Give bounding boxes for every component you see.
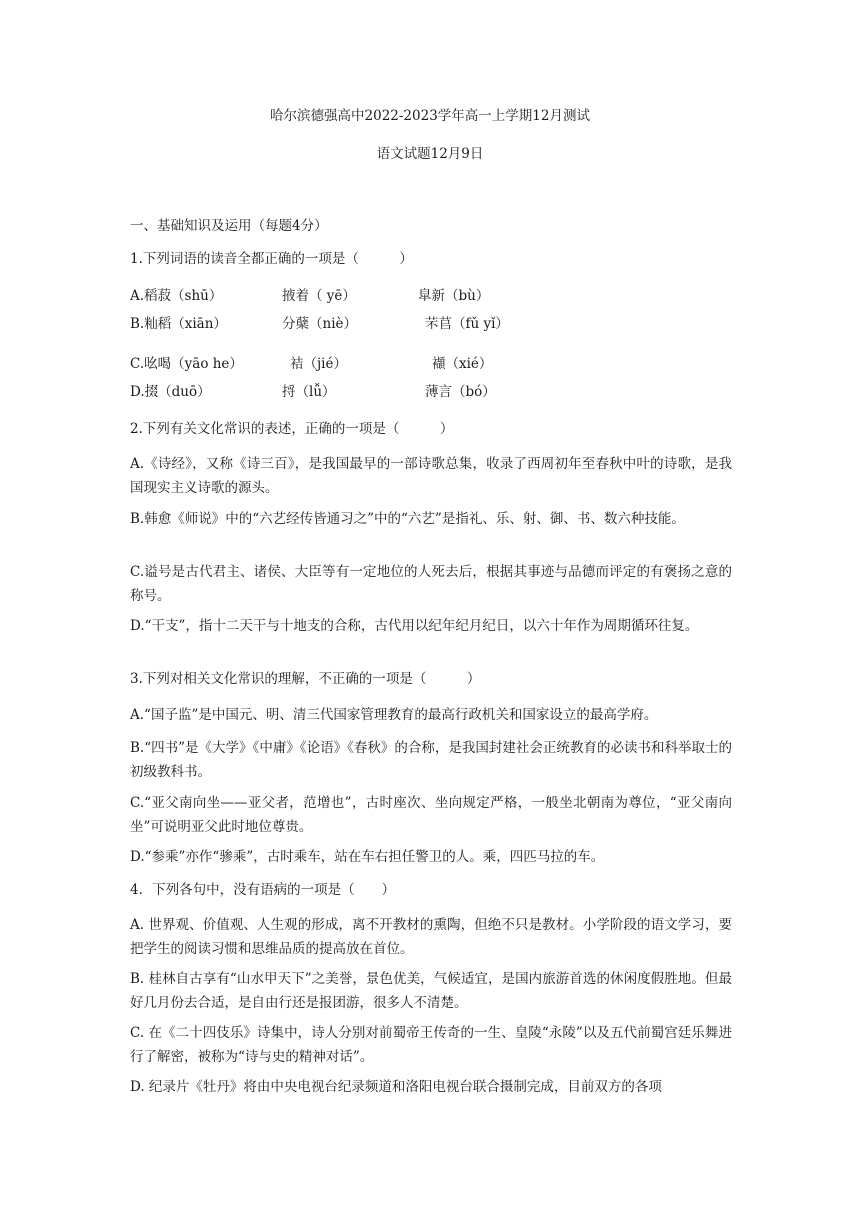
q1-stem: 1.下列词语的读音全都正确的一项是（ ） xyxy=(130,251,413,267)
q1-b-2: 分蘖（niè） xyxy=(282,316,358,332)
q2-option-c: C.谥号是古代君主、诸侯、大臣等有一定地位的人死去后，根据其事迹与品德而评定的有褒扬之意的称号。 xyxy=(130,564,732,604)
q4-stem: 4．下列各句中，没有语病的一项是（ ） xyxy=(130,882,396,898)
q1-b-3: 芣苢（fǔ yǐ） xyxy=(425,316,509,332)
q3-option-a: A.“国子监”是中国元、明、清三代国家管理教育的最高行政机关和国家设立的最高学府。 xyxy=(130,707,658,723)
q1-b-1: B.籼稻（xiān） xyxy=(130,316,227,332)
q3-option-d: D.“参乘”亦作“骖乘”，古时乘车，站在车右担任警卫的人。乘，四匹马拉的车。 xyxy=(130,849,605,865)
q2-option-a: A.《诗经》，又称《诗三百》，是我国最早的一部诗歌总集，收录了西周初年至春秋中叶的诗歌，是我国现实主义诗歌的源头。 xyxy=(130,456,732,496)
q1-a-3: 皐新（bù） xyxy=(418,288,490,304)
q1-a-2: 掖着（ yē） xyxy=(282,288,356,304)
q2-stem: 2.下列有关文化常识的表述，正确的一项是（ ） xyxy=(130,421,454,437)
q3-option-b: B.“四书”是《大学》《中庸》《论语》《春秋》的合称，是我国封建社会正统教育的必读书和科举取士的初级教科书。 xyxy=(130,740,732,780)
q4-option-b: B. 桂林自古享有“山水甲天下”之美誉，景色优美，气候适宜，是国内旅游首选的休闲度假胜地。但最好几月份去合适，是自由行还是报团游，很多人不清楚。 xyxy=(130,971,732,1011)
q1-d-3: 薄言（bó） xyxy=(425,384,496,400)
q1-c-3: 襭（xié） xyxy=(432,356,493,372)
q1-c-1: C.吆喝（yāo he） xyxy=(130,356,243,372)
q2-option-b: B.韩愈《师说》中的“六艺经传皆通习之”中的“六艺”是指礼、乐、射、御、书、数六种技能。 xyxy=(130,511,685,527)
q4-option-d: D. 纪录片《牡丹》将由中央电视台纪录频道和洛阳电视台联合摄制完成，目前双方的各项 xyxy=(130,1079,662,1095)
q1-d-2: 捋（lǚ） xyxy=(282,384,336,400)
section-heading: 一、基础知识及运用（每题4分） xyxy=(130,218,328,234)
exam-title: 哈尔滨德强高中2022-2023学年高一上学期12月测试 xyxy=(270,108,590,124)
q1-d-1: D.掇（duō） xyxy=(130,384,211,400)
q3-option-c: C.“亚父南向坐——亚父者，范增也”，古时座次、坐向规定严格，一般坐北朝南为尊位，“亚父南向坐”可说明亚父此时地位尊贵。 xyxy=(130,795,732,835)
q4-option-a: A. 世界观、价值观、人生观的形成，离不开教材的熏陶，但绝不只是教材。小学阶段的语文学习，要把学生的阅读习惯和思维品质的提高放在首位。 xyxy=(130,917,732,957)
q4-option-c: C. 在《二十四伎乐》诗集中，诗人分别对前蜀帝王传奇的一生、皇陵“永陵”以及五代前蜀宫廷乐舞进行了解密，被称为“诗与史的精神对话”。 xyxy=(130,1025,732,1065)
exam-subtitle: 语文试题12月9日 xyxy=(376,146,484,162)
q1-a-1: A.稻菽（shū） xyxy=(130,288,223,304)
q3-stem: 3.下列对相关文化常识的理解，不正确的一项是（ ） xyxy=(130,671,481,687)
q1-c-2: 袺（jié） xyxy=(290,356,347,372)
q2-option-d: D.“干支”，指十二天干与十地支的合称，古代用以纪年纪月纪日，以六十年作为周期循环往复。 xyxy=(130,618,699,634)
